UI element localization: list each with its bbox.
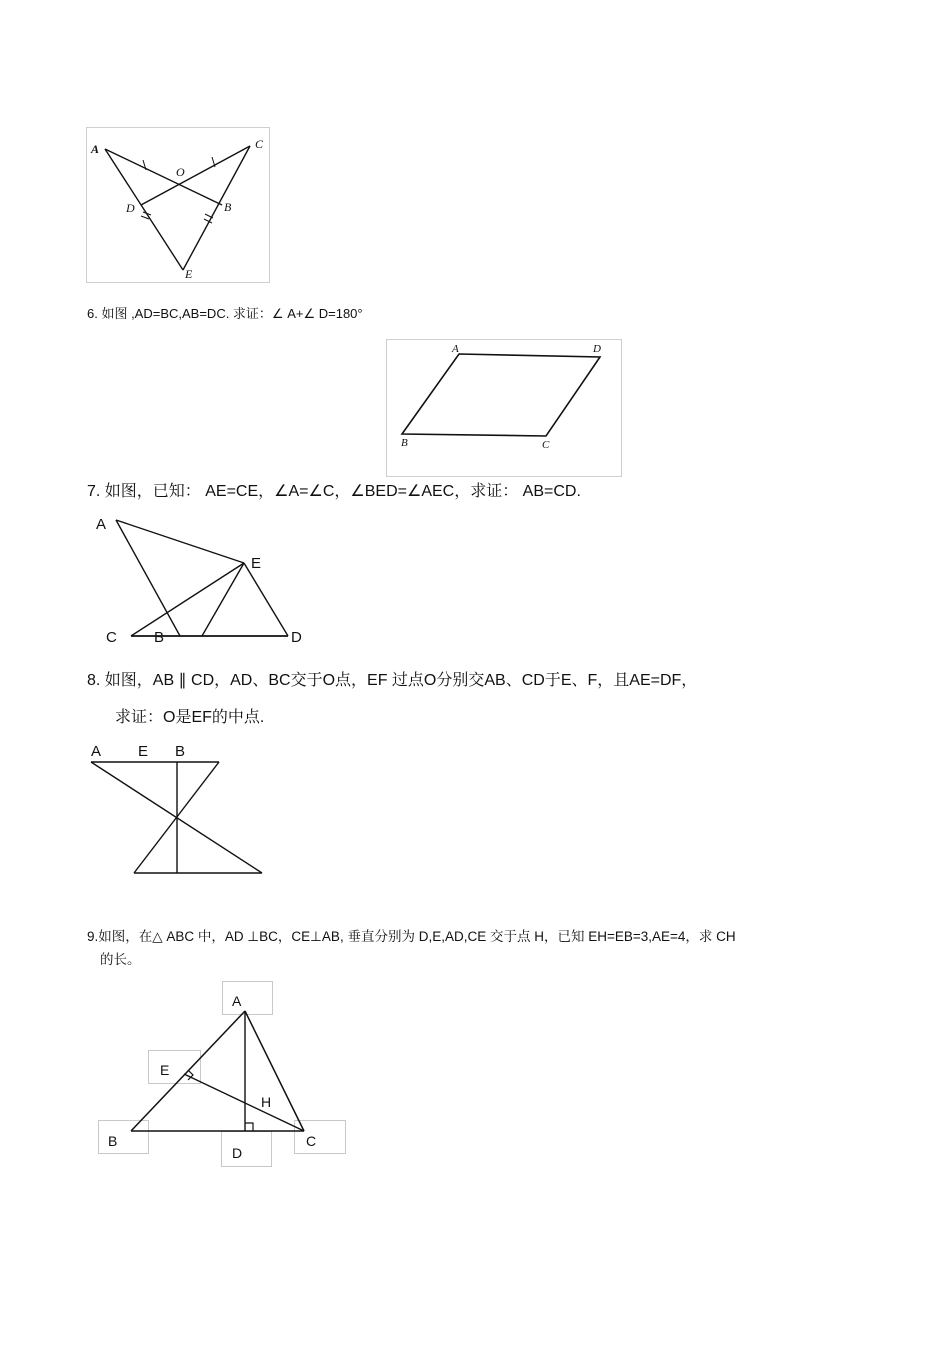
- fig8-label-b: B: [175, 743, 186, 760]
- fig9-label-c: C: [306, 1133, 317, 1149]
- fig8-label-e: E: [138, 743, 149, 760]
- question-7-text: 7. 如图，已知： AE=CE，∠A=∠C，∠BED=∠AEC，求证： AB=CD.: [87, 483, 581, 500]
- fig9-label-h: H: [261, 1094, 272, 1110]
- fig1-label-a: A: [91, 142, 100, 156]
- question-8-line-1: 8. 如图，AB ∥ CD，AD、BC交于O点，EF 过点O分别交AB、CD于E、F，且AE=DF，: [87, 672, 698, 689]
- fig9-label-d: D: [232, 1145, 243, 1161]
- question-6-text: 6. 如图 ,AD=BC,AB=DC. 求证：∠ A+∠ D=180°: [87, 306, 363, 321]
- fig7-label-e: E: [251, 555, 262, 572]
- fig7-label-d: D: [291, 629, 302, 646]
- fig6-label-c: C: [542, 439, 550, 451]
- fig9-label-a: A: [232, 993, 242, 1009]
- fig1-label-e: E: [185, 267, 193, 281]
- fig7-label-a: A: [96, 516, 107, 533]
- fig1-label-b: B: [224, 200, 232, 214]
- fig8-label-a: A: [91, 743, 102, 760]
- fig9-label-e: E: [160, 1062, 170, 1078]
- fig6-label-b: B: [401, 437, 408, 449]
- fig7-label-b: B: [154, 629, 165, 646]
- fig7-label-c: C: [106, 629, 117, 646]
- question-8-line-2: 求证：O是EF的中点.: [115, 709, 265, 726]
- fig6-label-d: D: [593, 343, 601, 355]
- fig1-label-c: C: [255, 137, 264, 151]
- fig1-label-d: D: [126, 201, 135, 215]
- question-9-line-2: 的长。: [100, 952, 141, 967]
- question-9-line-1: 9.如图，在△ ABC 中，AD ⊥BC，CE⊥AB, 垂直分别为 D,E,AD,CE 交于点 H，已知 EH=EB=3,AE=4，求 CH: [87, 929, 736, 944]
- fig1-label-o: O: [176, 165, 185, 179]
- fig9-label-b: B: [108, 1133, 118, 1149]
- fig6-label-a: A: [452, 343, 459, 355]
